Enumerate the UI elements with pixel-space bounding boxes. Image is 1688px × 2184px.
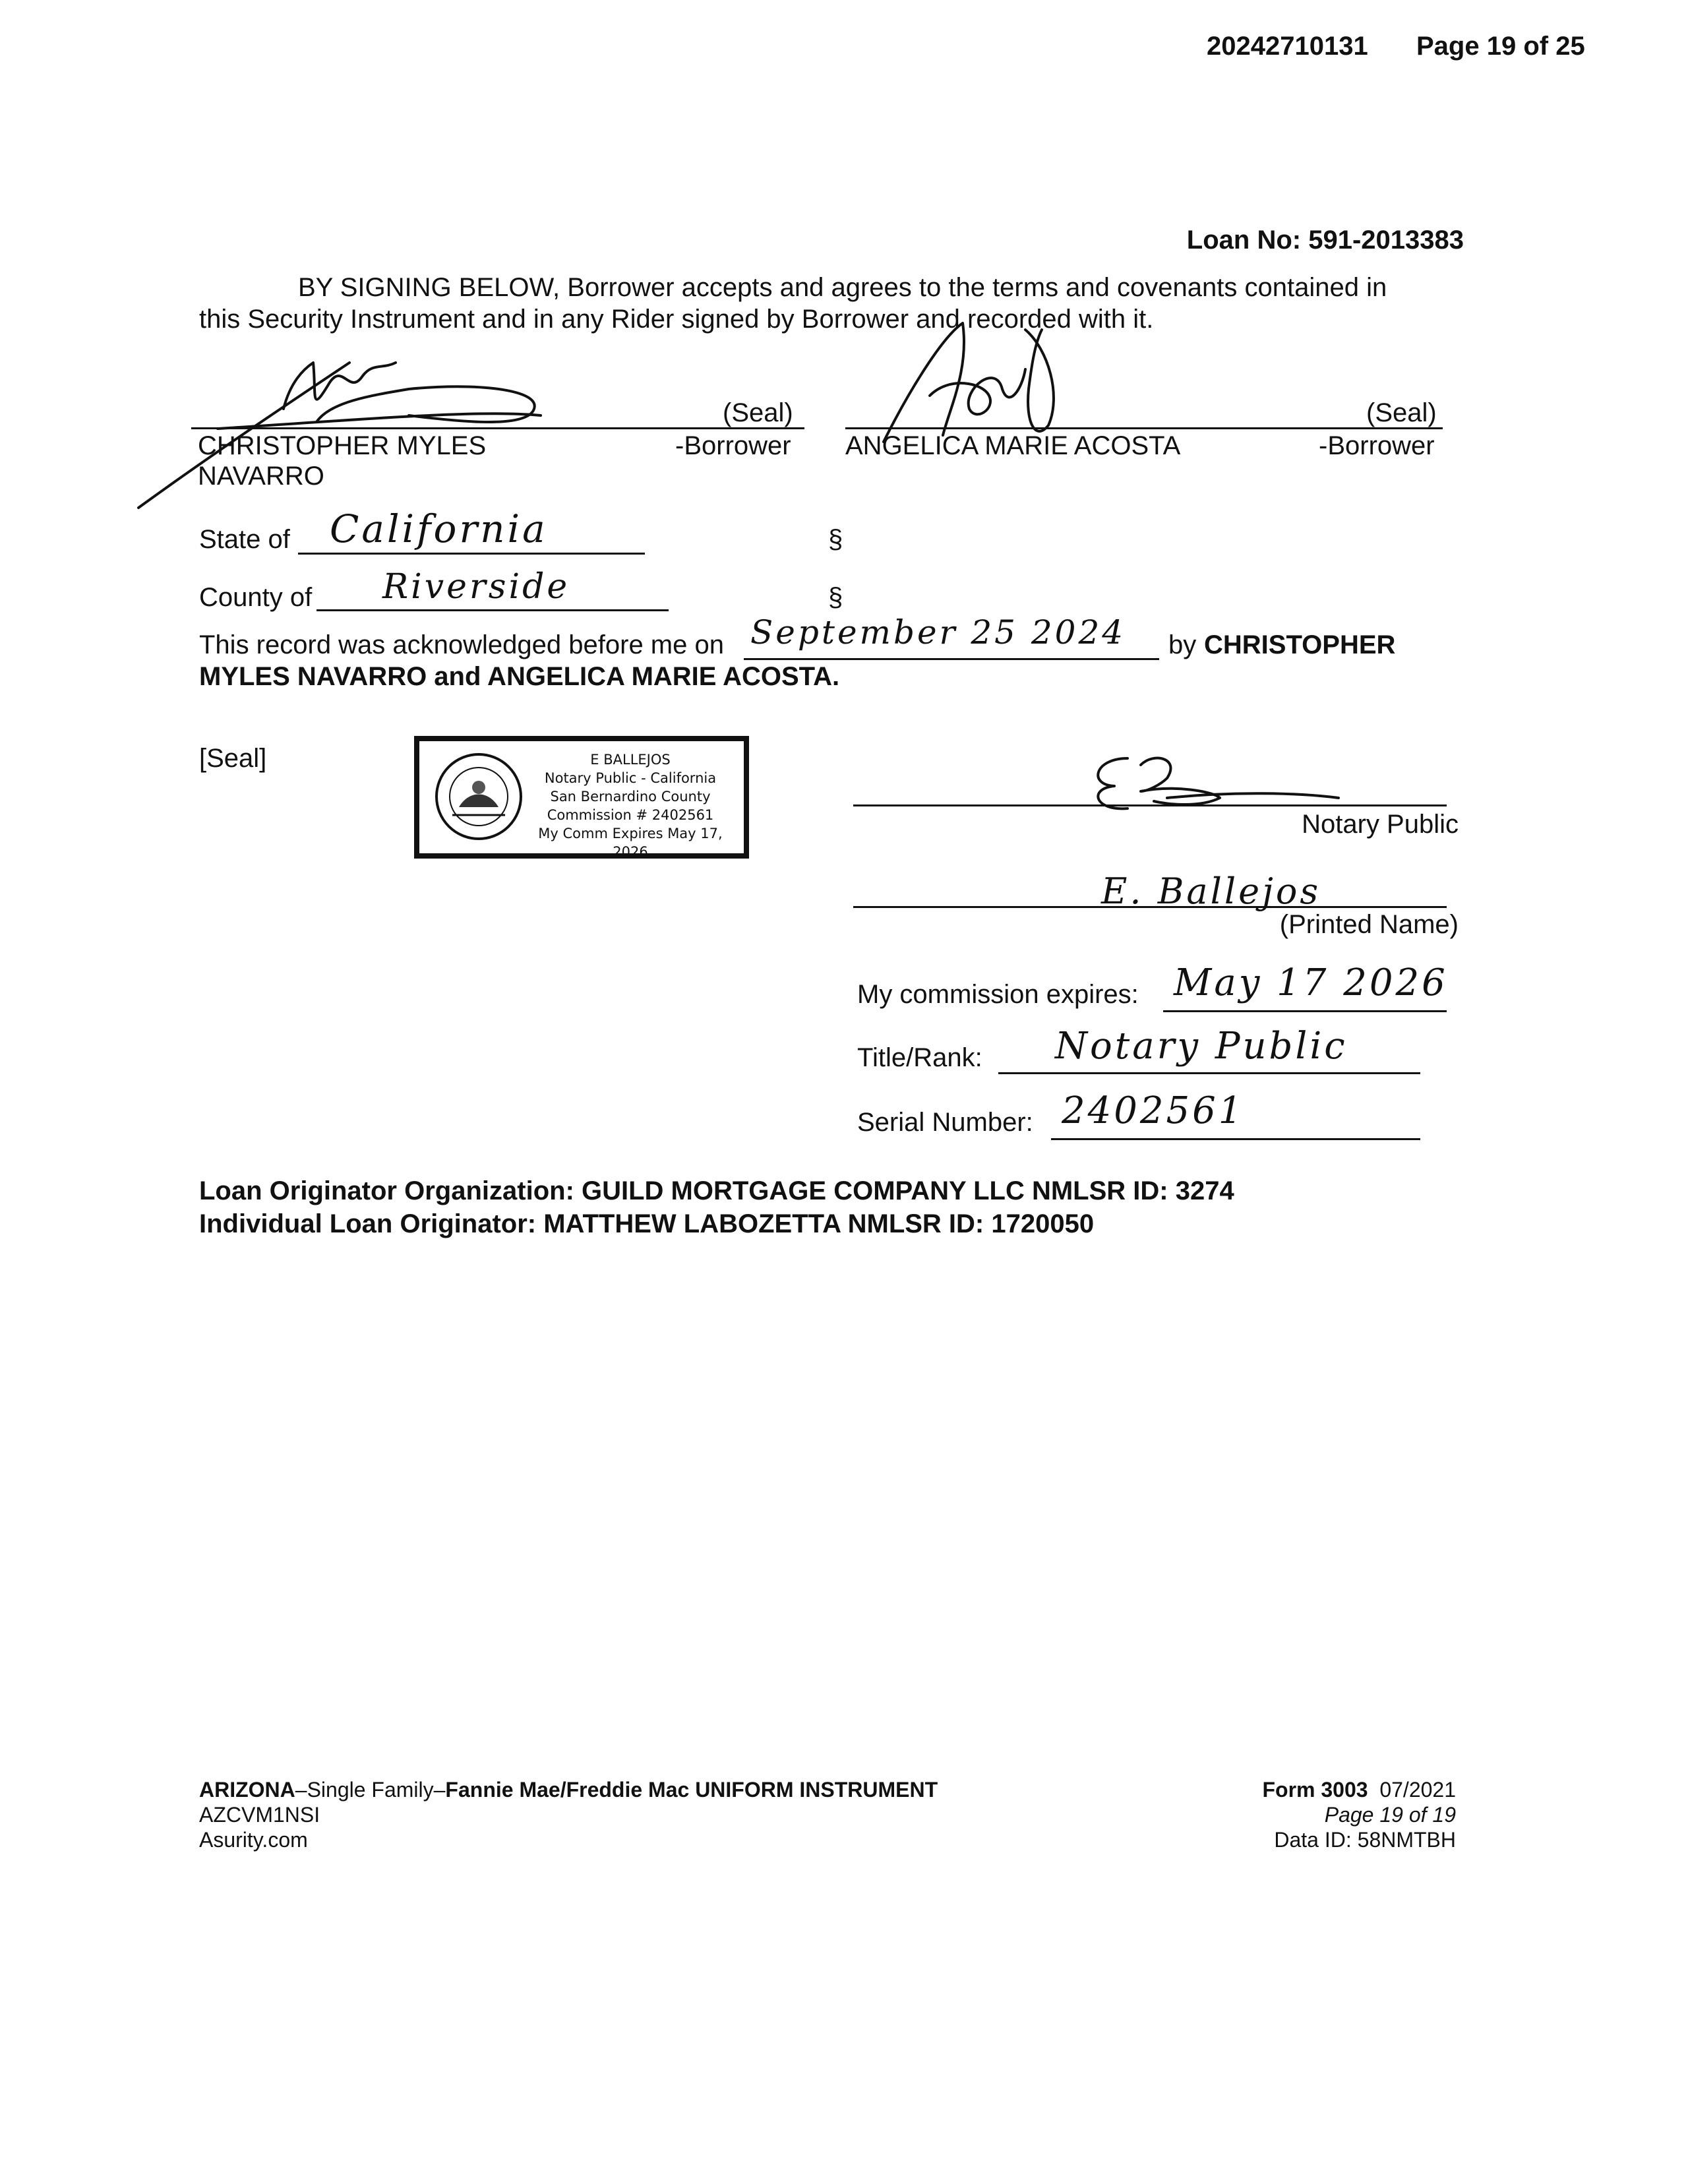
page-indicator: Page 19 of 25 <box>1416 32 1585 61</box>
borrower-1-seal: (Seal) <box>723 398 793 427</box>
serial-number-line <box>1051 1138 1420 1140</box>
record-names-line-1: CHRISTOPHER <box>1204 630 1396 659</box>
county-section-symbol: § <box>828 583 843 612</box>
intro-line-2: this Security Instrument and in any Rider signed by Borrower and recorded with it. <box>199 305 1154 334</box>
title-rank-value: Notary Public <box>1055 1025 1348 1068</box>
state-seal-icon <box>433 750 525 843</box>
state-value: California <box>330 506 548 551</box>
borrower-1-signature-line <box>191 427 804 429</box>
record-date-line <box>744 658 1159 660</box>
title-rank-line <box>998 1072 1420 1074</box>
footer-vendor: Asurity.com <box>199 1828 308 1852</box>
printed-name-label: (Printed Name) <box>1279 910 1459 939</box>
notary-signature-line <box>853 804 1447 806</box>
serial-number-label: Serial Number: <box>857 1108 1033 1137</box>
stamp-line-title: Notary Public - California <box>544 770 717 786</box>
document-number: 20242710131 <box>1207 32 1368 61</box>
record-by: by <box>1168 630 1197 659</box>
footer-form-code: AZCVM1NSI <box>199 1803 320 1827</box>
printed-name-value: E. Ballejos <box>1101 870 1321 912</box>
individual-loan-originator: Individual Loan Originator: MATTHEW LABOZETTA NMLSR ID: 1720050 <box>199 1209 1095 1238</box>
notary-signature <box>1068 745 1345 818</box>
loan-number: Loan No: 591-2013383 <box>1186 226 1464 255</box>
record-prefix: This record was acknowledged before me on <box>199 630 724 659</box>
state-label: State of <box>199 525 290 554</box>
borrower-2-role: -Borrower <box>1319 431 1435 460</box>
record-date: September 25 2024 <box>750 613 1126 652</box>
notary-public-label: Notary Public <box>1302 810 1459 839</box>
stamp-line-county: San Bernardino County <box>550 789 711 804</box>
borrower-2-seal: (Seal) <box>1366 398 1437 427</box>
stamp-line-commission: Commission # 2402561 <box>547 807 714 823</box>
county-value: Riverside <box>382 567 570 607</box>
footer-page: Page 19 of 19 <box>1324 1803 1456 1827</box>
stamp-line-expires: My Comm Expires May 17, 2026 <box>538 826 723 860</box>
commission-label: My commission expires: <box>857 980 1139 1009</box>
county-label: County of <box>199 583 313 612</box>
stamp-line-name: E BALLEJOS <box>590 752 671 768</box>
borrower-2-signature-line <box>845 427 1443 429</box>
notary-stamp <box>414 736 749 859</box>
footer-data-id: Data ID: 58NMTBH <box>1274 1828 1456 1852</box>
borrower-1-role: -Borrower <box>675 431 791 460</box>
intro-line-1: BY SIGNING BELOW, Borrower accepts and agrees to the terms and covenants contained in <box>298 273 1387 302</box>
seal-label: [Seal] <box>199 744 267 773</box>
commission-line <box>1163 1010 1447 1012</box>
state-section-symbol: § <box>828 525 843 554</box>
title-rank-label: Title/Rank: <box>857 1043 982 1072</box>
loan-originator-organization: Loan Originator Organization: GUILD MORTGAGE COMPANY LLC NMLSR ID: 3274 <box>199 1176 1234 1205</box>
borrower-2-name: ANGELICA MARIE ACOSTA <box>845 431 1181 460</box>
footer-form-title: ARIZONA–Single Family–Fannie Mae/Freddie Mac UNIFORM INSTRUMENT <box>199 1778 938 1802</box>
state-line <box>298 553 645 555</box>
footer-form-number: Form 3003 07/2021 <box>1262 1778 1456 1802</box>
printed-name-line <box>853 906 1447 908</box>
commission-value: May 17 2026 <box>1174 961 1448 1004</box>
county-line <box>316 609 669 611</box>
borrower-1-name-line-2: NAVARRO <box>198 462 324 491</box>
borrower-1-name-line-1: CHRISTOPHER MYLES <box>198 431 487 460</box>
record-names-line-2: MYLES NAVARRO and ANGELICA MARIE ACOSTA. <box>199 662 840 691</box>
serial-number-value: 2402561 <box>1062 1089 1245 1132</box>
